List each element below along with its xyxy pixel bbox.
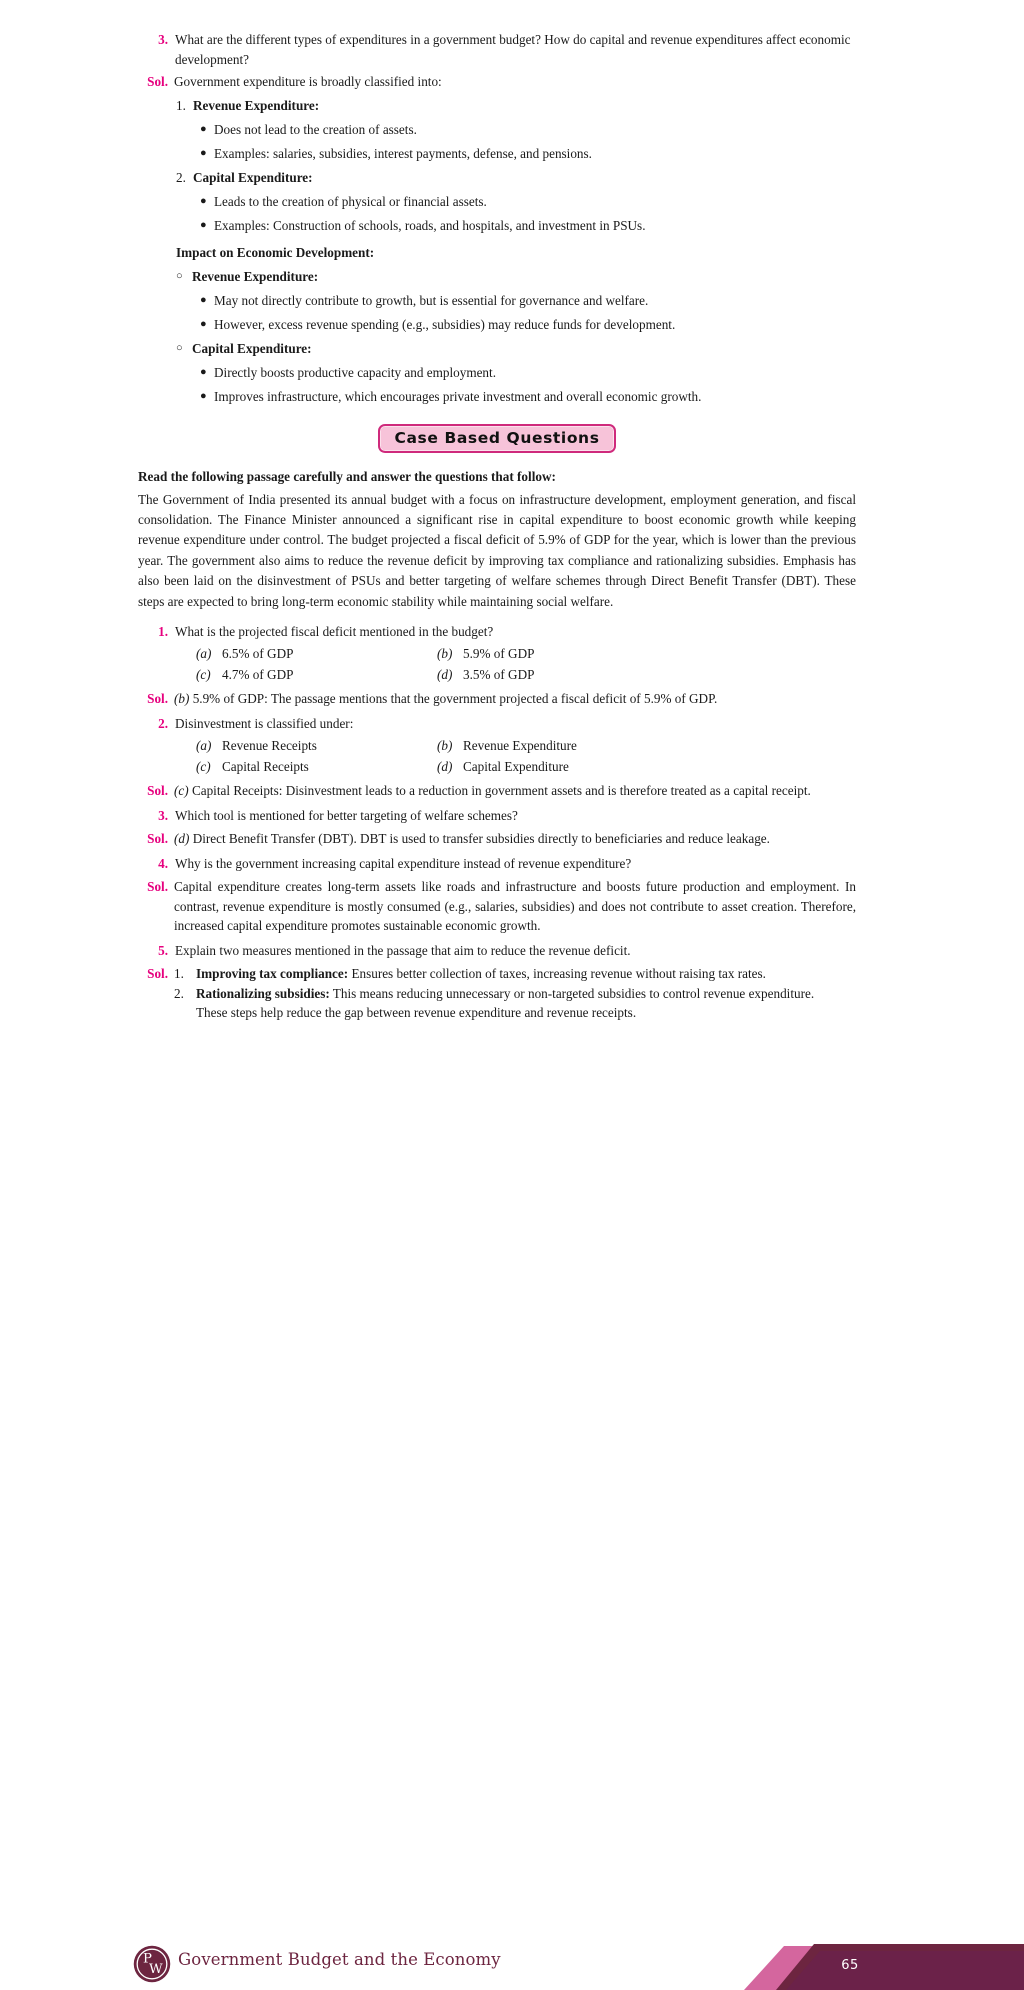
category-2-heading-row [176, 168, 856, 187]
option-c[interactable] [196, 665, 437, 686]
case-answer-2-row [138, 781, 856, 801]
page-number: 65 [841, 1958, 859, 1973]
measure-1-desc: Ensures better collection of taxes, increasing revenue without raising tax rates. [348, 966, 766, 982]
option-row [196, 757, 856, 778]
question-3-text: What are the different types of expenditures in a government budget? How do capital and revenue expenditures affect economic development? [175, 32, 851, 67]
case-question-4-text: Why is the government increasing capital expenditure instead of revenue expenditure? [175, 855, 632, 871]
case-answer-4-text: Capital expenditure creates long-term assets like roads and infrastructure and boosts future production and employment. In contrast, revenue expenditure is mostly consumed (e.g., salaries, subsidies) and does not contribute to asset creation. Therefore, increased capital expenditure promotes sustainable economic growth. [174, 879, 856, 934]
page-footer [0, 966, 1024, 1978]
passage-text: The Government of India presented its annual budget with a focus on infrastructure development, employment generation, and fiscal consolidation. The Finance Minister announced a significant rise in capital expenditure to boost economic growth while keeping revenue expenditure under control. The budget projected a fiscal deficit of 5.9% of GDP for the year, which is lower than the previous year. The government also aims to reduce the revenue deficit by improving tax compliance and rationalizing subsidies. Emphasis has also been laid on the disinvestment of PSUs and better targeting of welfare schemes through Direct Benefit Transfer (DBT). These steps are expected to bring long-term economic stability while maintaining social welfare. [138, 491, 856, 609]
case-question-1-options [196, 644, 856, 685]
circle-bullet-icon: ○ [176, 341, 183, 354]
passage-lead-in: Read the following passage carefully and answer the questions that follow: [138, 468, 556, 484]
option-b-value: Revenue Expenditure [463, 738, 577, 754]
option-c-label: (c) [196, 666, 211, 682]
disc-bullet-icon: ● [200, 122, 207, 135]
case-based-questions-banner-wrap [138, 424, 856, 453]
disc-bullet-icon: ● [200, 389, 207, 402]
category-1-point-2: Examples: salaries, subsidies, interest payments, defense, and pensions. [214, 145, 592, 161]
measure-1-title: Improving tax compliance: [196, 966, 349, 982]
option-b-value: 5.9% of GDP [463, 646, 535, 662]
case-answer-2-text: Capital Receipts: Disinvestment leads to a reduction in government assets and is therefore treated as a capital receipt. [191, 783, 811, 799]
option-c-value: Capital Receipts [222, 758, 309, 774]
category-2-heading: Capital Expenditure: [193, 169, 313, 185]
option-a[interactable] [196, 644, 437, 665]
category-1-point-1: Does not lead to the creation of assets. [214, 121, 417, 137]
case-answer-2-label: (c) [174, 783, 189, 799]
category-1-heading-row [176, 96, 856, 115]
list-item [200, 192, 856, 211]
case-question-2-row [138, 714, 856, 734]
option-row [196, 736, 856, 757]
list-item [200, 120, 856, 139]
question-3-row [138, 30, 856, 69]
case-question-2-number: 2. [158, 715, 168, 731]
case-question-5-row [138, 941, 856, 961]
case-answer-5-closing: These steps help reduce the gap between revenue expenditure and revenue receipts. [196, 1005, 637, 1021]
case-answer-1-row [138, 689, 856, 709]
question-3-sol-intro: Government expenditure is broadly classified into: [174, 74, 442, 89]
disc-bullet-icon: ● [200, 317, 207, 330]
case-question-4-number: 4. [158, 855, 168, 871]
case-answer-1-text: 5.9% of GDP: The passage mentions that the government projected a fiscal deficit of 5.9% of GDP. [192, 691, 718, 707]
sol-label: Sol. [147, 74, 168, 89]
option-a[interactable] [196, 736, 437, 757]
option-c-value: 4.7% of GDP [222, 666, 294, 682]
list-item [200, 144, 856, 163]
list-item [200, 315, 856, 334]
question-3-block [138, 30, 856, 406]
option-b[interactable] [437, 644, 856, 665]
option-d[interactable] [437, 665, 856, 686]
case-answer-4-row [138, 877, 856, 936]
impact-2-point-2: Improves infrastructure, which encourages private investment and overall economic growth. [214, 388, 702, 404]
option-c-label: (c) [196, 758, 211, 774]
impact-2-point-1: Directly boosts productive capacity and employment. [214, 364, 496, 380]
question-3-sol-row [138, 72, 856, 92]
disc-bullet-icon: ● [200, 218, 207, 231]
case-question-5-text: Explain two measures mentioned in the passage that aim to reduce the revenue deficit. [175, 942, 631, 958]
option-d-value: 3.5% of GDP [463, 666, 535, 682]
disc-bullet-icon: ● [200, 146, 207, 159]
case-question-4-row [138, 854, 856, 874]
category-2-point-2: Examples: Construction of schools, roads, and hospitals, and investment in PSUs. [214, 217, 646, 233]
list-item [200, 291, 856, 310]
category-2-number: 2. [176, 169, 186, 185]
impact-2-heading: Capital Expenditure: [192, 340, 312, 356]
impact-1-point-2: However, excess revenue spending (e.g., subsidies) may reduce funds for development. [214, 316, 676, 332]
sol-label: Sol. [147, 691, 168, 707]
option-d[interactable] [437, 757, 856, 778]
impact-1-heading: Revenue Expenditure: [192, 268, 319, 284]
case-question-1-number: 1. [158, 623, 168, 639]
impact-2-heading-row [176, 339, 856, 358]
sol-label: Sol. [147, 831, 168, 847]
option-a-label: (a) [196, 646, 212, 662]
case-based-section [138, 467, 856, 1023]
impact-1-point-1: May not directly contribute to growth, but is essential for governance and welfare. [214, 292, 649, 308]
option-b-label: (b) [437, 738, 453, 754]
case-based-questions-banner: Case Based Questions [378, 424, 615, 453]
case-answer-3 [174, 829, 856, 849]
case-answer-3-text: Direct Benefit Transfer (DBT). DBT is used to transfer subsidies directly to beneficiaries and reduce leakage. [192, 831, 770, 847]
option-a-value: Revenue Receipts [222, 738, 317, 754]
option-row [196, 665, 856, 686]
impact-heading: Impact on Economic Development: [176, 244, 375, 260]
option-d-value: Capital Expenditure [463, 758, 569, 774]
case-question-3-text: Which tool is mentioned for better targeting of welfare schemes? [175, 807, 518, 823]
measure-2-title: Rationalizing subsidies: [196, 985, 330, 1001]
disc-bullet-icon: ● [200, 293, 207, 306]
category-1-heading: Revenue Expenditure: [193, 97, 320, 113]
pw-logo-icon [133, 1945, 171, 1983]
question-3-number: 3. [158, 32, 168, 47]
svg-text:P: P [142, 1951, 152, 1967]
circle-bullet-icon: ○ [176, 269, 183, 282]
page-content [138, 30, 856, 1023]
option-a-value: 6.5% of GDP [222, 646, 294, 662]
case-answer-1-label: (b) [174, 691, 190, 707]
case-answer-1 [174, 689, 856, 709]
case-answer-2 [174, 781, 856, 801]
sol-label: Sol. [147, 783, 168, 799]
category-1-number: 1. [176, 97, 186, 113]
category-2-point-1: Leads to the creation of physical or financial assets. [214, 193, 487, 209]
option-row [196, 644, 856, 665]
case-question-2-options [196, 736, 856, 777]
case-answer-3-label: (d) [174, 831, 190, 847]
page-number-tab [734, 1944, 1024, 1990]
disc-bullet-icon: ● [200, 194, 207, 207]
list-item [200, 387, 856, 406]
measure-2-desc: This means reducing unnecessary or non-targeted subsidies to control revenue expenditure. [329, 985, 815, 1001]
case-question-1-row [138, 622, 856, 642]
impact-1-heading-row [176, 267, 856, 286]
option-d-label: (d) [437, 758, 453, 774]
option-d-label: (d) [437, 666, 453, 682]
case-question-3-row [138, 806, 856, 826]
option-a-label: (a) [196, 738, 212, 754]
footer-chapter-title: Government Budget and the Economy [178, 1950, 501, 1969]
svg-text:W: W [148, 1962, 163, 1978]
option-c[interactable] [196, 757, 437, 778]
disc-bullet-icon: ● [200, 365, 207, 378]
case-question-1-text: What is the projected fiscal deficit mentioned in the budget? [175, 623, 494, 639]
sol-label: Sol. [147, 966, 168, 982]
option-b-label: (b) [437, 646, 453, 662]
list-item [200, 363, 856, 382]
list-item [200, 216, 856, 235]
sol-label: Sol. [147, 879, 168, 895]
case-question-3-number: 3. [158, 807, 168, 823]
case-question-2-text: Disinvestment is classified under: [175, 715, 354, 731]
measure-1-number: 1. [174, 966, 184, 982]
option-b[interactable] [437, 736, 856, 757]
case-answer-3-row [138, 829, 856, 849]
measure-2-number: 2. [174, 985, 184, 1001]
case-question-5-number: 5. [158, 942, 168, 958]
